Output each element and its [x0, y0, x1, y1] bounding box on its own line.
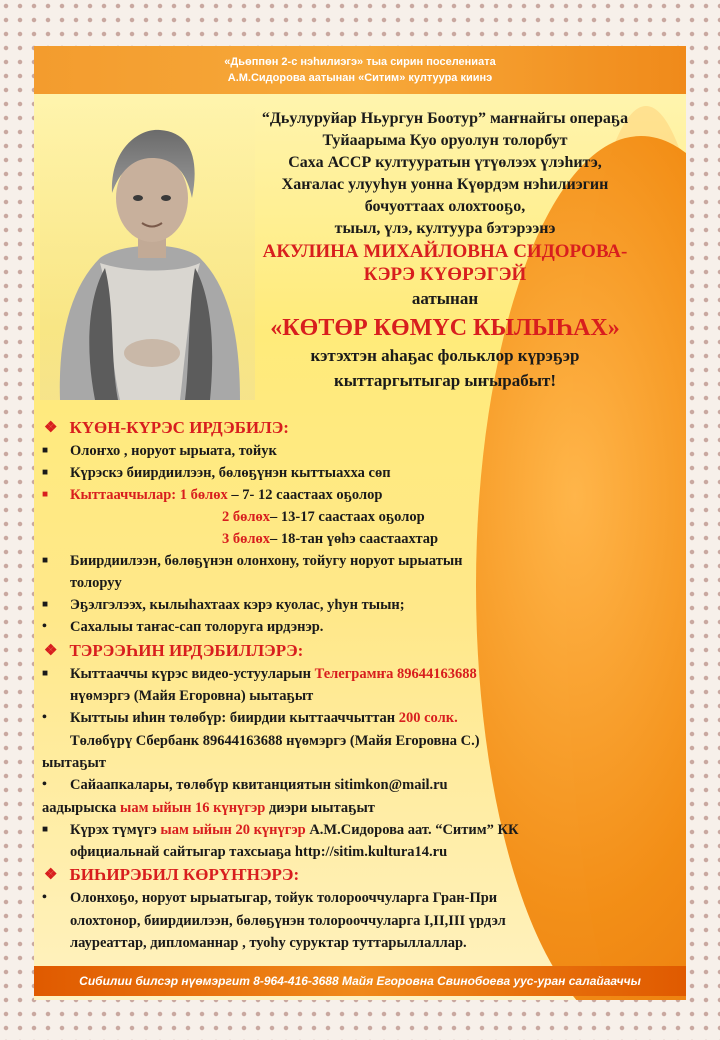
group-3-text: – 18-тан үөһэ саастаахтар: [270, 531, 439, 547]
header-band: [34, 46, 686, 94]
header-line-2: А.М.Сидорова аатынан «Ситим» култуура киинэ: [227, 72, 493, 84]
list-item: [42, 506, 682, 528]
main-content: [42, 416, 682, 954]
list-item: [42, 550, 682, 572]
list-item-text: Төлөбүрү Сбербанк 89644163688 нүөмэргэ (Майя Егоровна С.): [70, 733, 480, 749]
list-item-text: Күрэскэ биирдиилээн, бөлөҕүнэн кыттыахха сөп: [70, 465, 391, 481]
section-title: БИҺИРЭБИЛ КӨРҮҤНЭРЭ:: [69, 865, 300, 884]
list-item-continuation: [42, 752, 682, 774]
diamond-bullet-icon: ❖: [44, 643, 58, 659]
list-item: [42, 887, 682, 910]
section-title: ТЭРЭЭҺИН ИРДЭБИЛЛЭРЭ:: [69, 641, 304, 660]
section-awards-heading: [42, 863, 682, 887]
invitation-line-1: кэтэхтэн аһаҕас фольклор күрэҕэр: [310, 346, 580, 365]
list-item-text: Кыттыы иһин төлөбүр: биирдии кыттааччыттан: [70, 710, 399, 726]
list-item-text: толоруу: [70, 575, 122, 591]
list-item: [42, 528, 682, 550]
list-item-text: А.М.Сидорова аат. “Ситим” КК: [305, 822, 519, 838]
list-item-text: Олонхоҕо, норуот ырыатыгар, тойук толорооччуларга Гран-При: [70, 890, 498, 906]
group-2-label: 2 бөлөх: [222, 509, 271, 525]
list-item-text: Сахалыы таҥас-сап толоруга ирдэнэр.: [70, 619, 324, 635]
list-item-text: Биирдиилээн, бөлөҕүнэн олонхону, тойугу норуот ырыатын: [70, 553, 463, 569]
section-requirements-heading: [42, 416, 682, 440]
list-item: [42, 594, 682, 616]
list-item: [42, 462, 682, 484]
list-item: [42, 440, 682, 462]
results-date: ыам ыйын 20 күнүгэр: [160, 822, 306, 838]
list-item: [42, 616, 682, 639]
section-title: КҮӨН-КҮРЭС ИРДЭБИЛЭ:: [69, 418, 289, 437]
deadline-date: ыам ыйын 16 күнүгэр: [120, 800, 266, 816]
contest-title: «КӨТӨР КӨМҮС КЫЛЫҺАХ»: [270, 315, 620, 341]
intro-line: “Дьулуруйар Ньургун Боотур” маҥнайгы операҕа: [261, 110, 629, 127]
intro-line: Хаҥалас улууһун уонна Күөрдэм нэһилиэгин: [281, 176, 609, 193]
list-item-text: аадырыска: [42, 800, 120, 816]
list-item-text: олохтонор, биирдиилээн, бөлөҕүнэн толорооччуларга I,II,III үрдэл: [70, 913, 506, 929]
telegram-number: Телеграмҥа 89644163688: [314, 666, 477, 682]
aatynan-text: аатынан: [411, 289, 479, 308]
intro-line: Саха АССР култууратын үтүөлээх үлэһитэ,: [288, 154, 602, 171]
diamond-bullet-icon: ❖: [44, 867, 58, 883]
dot-bullet-icon: [42, 887, 70, 910]
honoree-name-line-1: АКУЛИНА МИХАЙЛОВНА СИДОРОВА-: [262, 241, 628, 262]
group-3-label: 3 бөлөх: [222, 531, 271, 547]
square-bullet-icon: [42, 484, 70, 506]
square-bullet-icon: [42, 550, 70, 572]
group-2-text: – 13-17 саастаах оҕолор: [270, 509, 425, 525]
list-item-text: Сайаапкалары, төлөбүр квитанциятын sitimkon@mail.ru: [70, 777, 448, 793]
square-bullet-icon: [42, 440, 70, 462]
list-item-continuation: [42, 797, 682, 819]
list-item-text: Эҕэлгэлээх, кылыһахтаах кэрэ куолас, уһун тыын;: [70, 597, 405, 613]
square-bullet-icon: [42, 594, 70, 616]
list-item-continuation: [42, 910, 682, 932]
list-item-text: Олоҥхо , норуот ырыата, тойук: [70, 443, 277, 459]
list-item-continuation: [42, 841, 682, 863]
intro-line: Туйаарыма Куо оруолун толорбут: [322, 132, 568, 149]
list-item-continuation: [42, 572, 682, 594]
list-item-text: лауреаттар, дипломаннар , туоһу суруктар туттарыллаллар.: [70, 935, 467, 951]
list-item: [42, 707, 682, 730]
list-item-continuation: [42, 730, 682, 752]
list-item-text: Кыттааччы күрэс видео-устууларын: [70, 666, 315, 682]
list-item: [42, 484, 682, 506]
list-item-text: нүөмэргэ (Майя Егоровна) ыытаҕыт: [70, 688, 314, 704]
fee-amount: 200 солк.: [398, 710, 458, 726]
intro-line: тыыл, үлэ, култуура бэтэрээнэ: [334, 220, 556, 237]
square-bullet-icon: [42, 663, 70, 685]
participants-label: Кыттааччылар: 1 бөлөх: [70, 487, 228, 503]
square-bullet-icon: [42, 462, 70, 484]
honoree-name-line-2: КЭРЭ КҮӨРЭГЭЙ: [363, 264, 527, 285]
header-line-1: «Дьөппөн 2-с нэһилиэгэ» тыа сирин поселениата: [224, 56, 496, 68]
dot-bullet-icon: [42, 774, 70, 797]
list-item-continuation: [42, 932, 682, 954]
list-item-text: официальнай сайтыгар тахсыаҕа http://sitim.kultura14.ru: [70, 844, 448, 860]
list-item: [42, 774, 682, 797]
intro-block: [210, 108, 680, 393]
intro-line: бочуоттаах олохтооҕо,: [364, 198, 526, 215]
dot-bullet-icon: [42, 616, 70, 639]
list-item: [42, 663, 682, 685]
dot-bullet-icon: [42, 707, 70, 730]
list-item: [42, 819, 682, 841]
section-organization-heading: [42, 639, 682, 663]
list-item-text: Күрэх түмүгэ: [70, 822, 161, 838]
group-1-text: – 7- 12 саастаах оҕолор: [227, 487, 383, 503]
invitation-line-2: кыттаргытыгар ыҥырабыт!: [333, 371, 557, 390]
list-item-text: диэри ыытаҕыт: [265, 800, 375, 816]
footer-contact-text: Сибилии билсэр нүөмэргит 8-964-416-3688 Майя Егоровна Свинобоева уус-уран салайааччы: [79, 974, 641, 988]
footer-contact-band: [34, 966, 686, 996]
list-item-continuation: [42, 685, 682, 707]
diamond-bullet-icon: ❖: [44, 420, 58, 436]
list-item-text: ыытаҕыт: [42, 755, 106, 771]
square-bullet-icon: [42, 819, 70, 841]
